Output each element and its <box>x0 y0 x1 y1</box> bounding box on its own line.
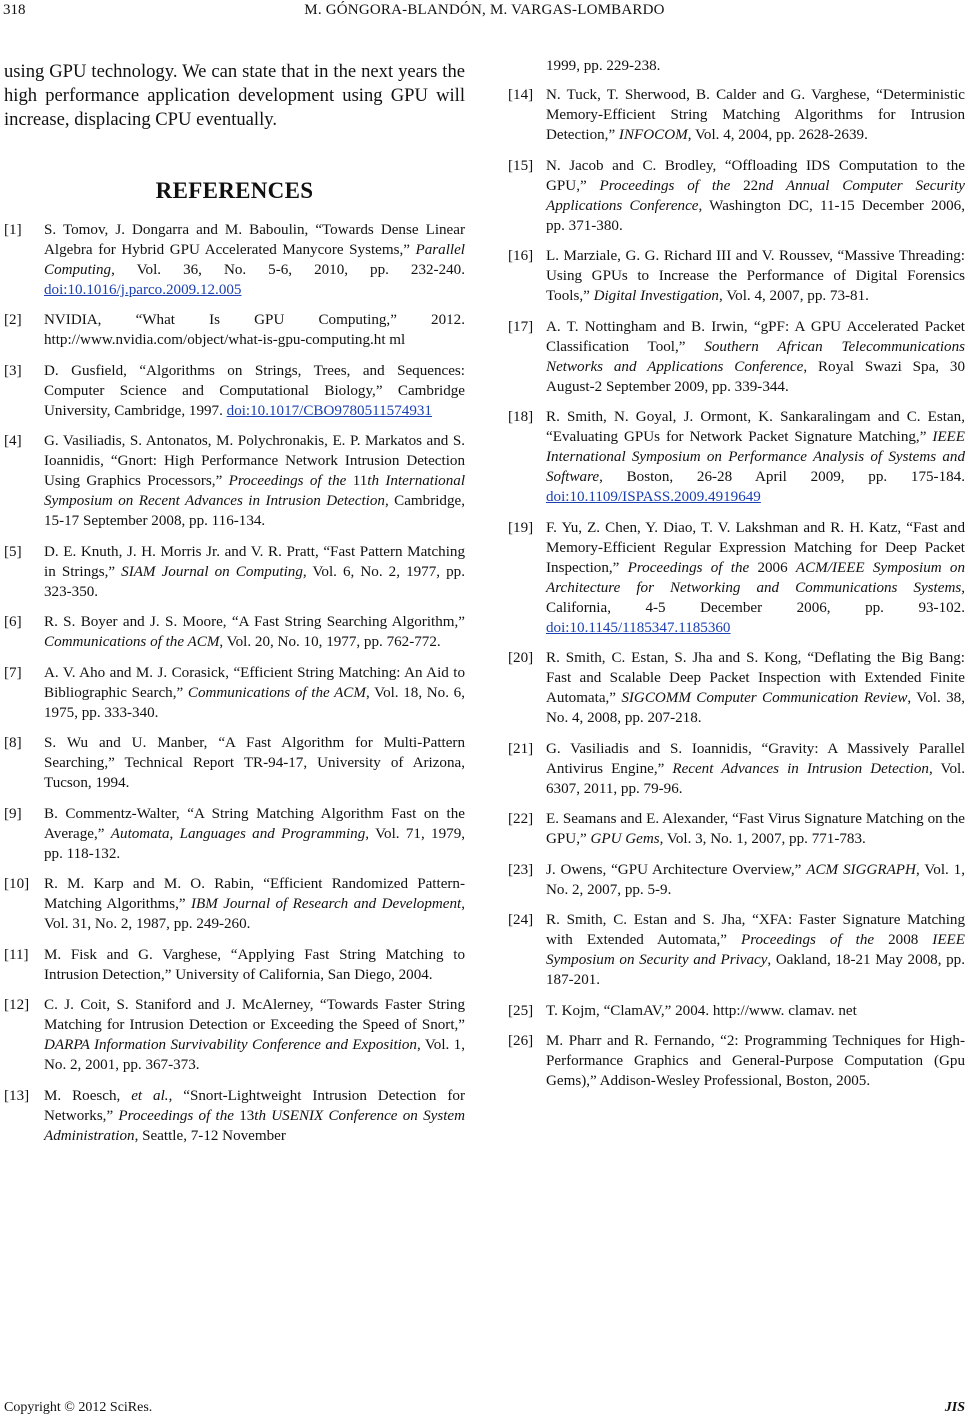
reference-text-segment: NVIDIA, “What Is GPU Computing,” 2012. http://www.nvidia.com/object/what-is-gpu-computing.ht ml <box>44 312 465 349</box>
reference-text-segment: , “Snort-Lightweight Intrusion Detection for Networks,” <box>44 1087 465 1124</box>
page-number: 318 <box>3 2 26 18</box>
doi-link[interactable]: doi:10.1016/j.parco.2009.12.005 <box>44 281 242 298</box>
reference-number: [7] <box>4 664 22 681</box>
reference-entry <box>4 220 465 300</box>
reference-entry <box>4 874 465 934</box>
reference-number: [12] <box>4 997 30 1014</box>
reference-text <box>546 1003 857 1019</box>
reference-text-segment: , Vol. 6, No. 2, 1977, pp. 323-350. <box>44 563 465 600</box>
reference-text <box>546 650 965 726</box>
reference-text-segment: , Vol. 1, No. 2, 2001, pp. 367-373. <box>44 1037 465 1074</box>
reference-text <box>546 319 965 395</box>
reference-italic-text: Parallel Computing <box>44 241 465 278</box>
reference-italic-text: IEEE International Symposium on Performance Analysis of Systems and Software <box>546 429 965 485</box>
reference-13-continuation: 1999, pp. 229-238. <box>546 58 661 74</box>
reference-entry <box>4 663 465 723</box>
reference-text <box>546 409 965 505</box>
reference-number: [26] <box>508 1033 534 1049</box>
reference-text-segment: C. J. Coit, S. Staniford and J. McAlerney, “Towards Faster String Matching for Intrusion Detection or Exceeding the Speed of Snort,” <box>44 997 465 1034</box>
reference-text-segment: R. M. Karp and M. O. Rabin, “Efficient Randomized Pattern-Matching Algorithms,” <box>44 876 465 913</box>
reference-italic-text: Proceedings of the <box>228 473 347 490</box>
reference-text-segment: , Boston, 26-28 April 2009, pp. 175-184. <box>599 469 965 485</box>
reference-text <box>44 363 465 419</box>
reference-text-segment: R. S. Boyer and J. S. Moore, “A Fast String Searching Algorithm,” <box>44 614 465 631</box>
reference-text-segment: M. Roesch, <box>44 1087 132 1104</box>
reference-number: [14] <box>508 87 534 103</box>
doi-link[interactable]: doi:10.1017/CBO9780511574931 <box>226 402 432 419</box>
reference-text <box>44 544 465 600</box>
reference-text-segment: R. Smith, N. Goyal, J. Ormont, K. Sankaralingam and C. Estan, “Evaluating GPUs for Network Packet Signature Matching,” <box>546 409 965 445</box>
reference-italic-text: Communications of the ACM <box>187 684 366 701</box>
reference-italic-text: Automata <box>110 825 170 842</box>
reference-entry <box>508 860 965 900</box>
reference-text <box>44 1088 465 1144</box>
reference-italic-text: ACM/IEEE Symposium on Architecture for Networking and Communications Systems <box>546 559 965 596</box>
reference-entry <box>508 246 965 306</box>
reference-list-left <box>4 220 465 1146</box>
doi-link[interactable]: doi:10.1109/ISPASS.2009.4919649 <box>546 489 761 505</box>
reference-text-segment: , Washington DC, 11-15 December 2006, pp. 371-380. <box>546 197 965 234</box>
reference-entry <box>508 910 965 990</box>
reference-number: [10] <box>4 876 30 893</box>
reference-text-segment: 22 <box>730 177 759 194</box>
reference-italic-text: Proceedings of the <box>118 1107 234 1124</box>
reference-text <box>44 876 465 932</box>
reference-number: [11] <box>4 946 29 963</box>
reference-list-right <box>508 85 965 1091</box>
reference-text <box>44 947 465 983</box>
journal-abbreviation: JIS <box>944 1400 965 1415</box>
reference-text-segment: , Vol. 18, No. 6, 1975, pp. 333-340. <box>44 684 465 721</box>
reference-italic-text: SIGCOMM Computer Communication Review <box>621 690 908 706</box>
reference-text-segment: G. Vasiliadis and S. Ioannidis, “Gravity: A Massively Parallel Antivirus Engine,” <box>546 740 965 777</box>
reference-number: [5] <box>4 543 22 560</box>
reference-italic-text: Proceedings of the <box>627 559 750 576</box>
reference-number: [3] <box>4 362 22 379</box>
reference-text-segment: , Vol. 3, No. 1, 2007, pp. 771-783. <box>659 831 866 847</box>
reference-entry <box>4 361 465 421</box>
reference-italic-text: th USENIX Conference on System Administration <box>44 1107 465 1144</box>
reference-italic-text: Proceedings of the <box>599 177 731 194</box>
reference-number: [2] <box>4 312 22 329</box>
reference-entry <box>4 542 465 602</box>
reference-text-segment: , Vol. 20, No. 10, 1977, pp. 762-772. <box>219 634 441 651</box>
reference-text-segment: 11 <box>346 473 368 490</box>
reference-text-segment: F. Yu, Z. Chen, Y. Diao, T. V. Lakshman and R. H. Katz, “Fast and Memory-Efficient Regular Expression Matching for Deep Packet Inspection,” <box>546 519 965 576</box>
reference-number: [8] <box>4 735 22 752</box>
reference-italic-text: Proceedings of the <box>741 932 875 948</box>
reference-text-segment: S. Wu and U. Manber, “A Fast Algorithm for Multi-Pattern Searching,” Technical Report TR-94-17, University of Arizona, Tucson, 1994. <box>44 735 465 792</box>
reference-number: [18] <box>508 409 534 425</box>
reference-entry <box>508 648 965 728</box>
reference-text-segment: N. Jacob and C. Brodley, “Offloading IDS Computation to the GPU,” <box>546 157 965 194</box>
references-heading: REFERENCES <box>155 177 314 203</box>
reference-entry <box>4 310 465 350</box>
reference-number: [16] <box>508 248 534 264</box>
reference-text-segment: M. Pharr and R. Fernando, “2: Programming Techniques for High-Performance Graphics and General-Purpose Computation (Gpu Gems),” Addison-Wesley Professional, Boston, 2005. <box>546 1033 965 1089</box>
doi-link[interactable]: doi:10.1145/1185347.1185360 <box>546 619 731 636</box>
reference-text-segment: E. Seamans and E. Alexander, “Fast Virus Signature Matching on the GPU,” <box>546 811 965 847</box>
reference-text <box>44 433 465 529</box>
reference-entry <box>4 804 465 864</box>
reference-number: [1] <box>4 221 22 238</box>
reference-number: [9] <box>4 805 22 822</box>
reference-text <box>44 614 465 650</box>
reference-entry <box>4 945 465 985</box>
reference-text-segment: J. Owens, “GPU Architecture Overview,” <box>546 861 807 878</box>
reference-text-segment: , Vol. 38, No. 4, 2008, pp. 207-218. <box>546 690 965 726</box>
reference-number: [17] <box>508 318 534 335</box>
reference-italic-text: Communications of the ACM <box>44 634 220 651</box>
reference-number: [23] <box>508 861 534 878</box>
reference-text-segment: N. Tuck, T. Sherwood, B. Calder and G. Varghese, “Deterministic Memory-Efficient String Matching Algorithms for Intrusion Detection,” <box>546 87 965 143</box>
reference-entry <box>4 733 465 793</box>
reference-text-segment: , Vol. 4, 2007, pp. 73-81. <box>718 288 869 304</box>
reference-entry <box>508 518 965 638</box>
reference-text <box>546 741 965 797</box>
reference-entry <box>508 809 965 849</box>
reference-text <box>546 912 965 988</box>
reference-text <box>546 248 965 304</box>
reference-number: [24] <box>508 912 534 928</box>
reference-entry <box>508 317 965 397</box>
reference-text-segment: S. Tomov, J. Dongarra and M. Baboulin, “Towards Dense Linear Algebra for Hybrid GPU Accelerated Manycore Systems,” <box>44 221 465 258</box>
reference-number: [22] <box>508 811 534 827</box>
reference-number: [6] <box>4 614 22 631</box>
running-title: M. GÓNGORA-BLANDÓN, M. VARGAS-LOMBARDO <box>304 2 665 18</box>
reference-text <box>44 806 465 862</box>
reference-number: [13] <box>4 1087 30 1104</box>
reference-entry <box>4 1086 465 1146</box>
reference-italic-text: th International Symposium on Recent Advances in Intrusion Detection <box>44 473 466 510</box>
reference-italic-text: Languages and Programming <box>179 825 366 842</box>
reference-entry <box>508 156 965 236</box>
reference-text <box>44 312 465 348</box>
reference-number: [20] <box>508 650 534 666</box>
reference-text-segment: , Royal Swazi Spa, 30 August-2 September 2009, pp. 339-344. <box>546 358 965 395</box>
reference-italic-text: IEEE Symposium on Security and Privacy <box>546 932 965 968</box>
reference-text-segment: 13 <box>233 1107 255 1124</box>
reference-text-segment: T. Kojm, “ClamAV,” 2004. http://www. clamav. net <box>546 1002 857 1019</box>
reference-number: [15] <box>508 157 534 174</box>
reference-italic-text: INFOCOM <box>618 127 688 143</box>
left-column <box>4 58 465 1156</box>
reference-text-segment: A. T. Nottingham and B. Irwin, “gPF: A GPU Accelerated Packet Classification Tool,” <box>546 318 965 355</box>
reference-text <box>546 520 965 636</box>
reference-text <box>44 735 465 791</box>
reference-text <box>44 222 465 298</box>
reference-number: [4] <box>4 433 22 450</box>
reference-text-segment: D. E. Knuth, J. H. Morris Jr. and V. R. Pratt, “Fast Pattern Matching in Strings,” <box>44 543 465 580</box>
copyright-notice: Copyright © 2012 SciRes. <box>4 1400 153 1415</box>
reference-italic-text: ACM SIGGRAPH <box>806 861 916 878</box>
reference-text-segment: , <box>169 825 180 842</box>
reference-text <box>44 665 465 721</box>
reference-entry <box>508 407 965 507</box>
reference-entry <box>4 431 465 531</box>
reference-italic-text: SIAM Journal on Computing <box>121 563 303 580</box>
page-footer <box>4 1394 965 1418</box>
intro-paragraph: using GPU technology. We can state that in the next years the high performance application development using GPU will increase, displacing CPU eventually. <box>4 61 465 131</box>
reference-italic-text: Digital Investigation <box>593 288 719 304</box>
reference-text-segment: , Vol. 6307, 2011, pp. 79-96. <box>546 760 965 797</box>
right-column <box>508 56 965 1102</box>
reference-italic-text: Recent Advances in Intrusion Detection <box>672 760 929 777</box>
reference-text <box>44 997 465 1073</box>
reference-italic-text: IBM Journal of Research and Development <box>191 896 462 913</box>
reference-text-segment: , Cambridge, 15-17 September 2008, pp. 116-134. <box>44 493 466 530</box>
reference-text-segment: M. Fisk and G. Varghese, “Applying Fast String Matching to Intrusion Detection,” University of California, San Diego, 2004. <box>44 946 465 983</box>
reference-entry <box>508 1031 965 1091</box>
reference-text-segment: , Vol. 71, 1979, pp. 118-132. <box>44 825 466 862</box>
reference-text-segment: D. Gusfield, “Algorithms on Strings, Trees, and Sequences: Computer Science and Computational Biology,” Cambridge University, Cambridge, 1997. <box>44 362 465 419</box>
reference-text <box>546 1033 965 1089</box>
reference-italic-text: Southern African Telecommunications Networks and Applications Conference <box>546 338 965 375</box>
reference-text-segment: , Vol. 31, No. 2, 1987, pp. 249-260. <box>44 896 466 933</box>
reference-text-segment: R. Smith, C. Estan, S. Jha and S. Kong, “Deflating the Big Bang: Fast and Scalable Deep Packet Inspection with Extended Finite Automata,” <box>546 650 965 706</box>
reference-text-segment: , California, 4-5 December 2006, pp. 93-102. <box>546 579 965 616</box>
reference-number: [25] <box>508 1002 534 1019</box>
reference-text-segment: R. Smith, C. Estan and S. Jha, “XFA: Faster Signature Matching with Extended Automata,” <box>546 912 965 948</box>
reference-text-segment: G. Vasiliadis, S. Antonatos, M. Polychronakis, E. P. Markatos and S. Ioannidis, “Gnort: High Performance Network Intrusion Detection Using Graphics Processors,” <box>44 433 465 490</box>
reference-text <box>546 862 965 898</box>
reference-text-segment: , Vol. 4, 2004, pp. 2628-2639. <box>687 127 868 143</box>
reference-entry <box>508 739 965 799</box>
reference-italic-text: GPU Gems <box>590 831 660 847</box>
reference-text-segment: L. Marziale, G. G. Richard III and V. Roussev, “Massive Threading: Using GPUs to Increase the Performance of Digital Forensics Tools,” <box>546 248 965 304</box>
reference-text-segment: , Seattle, 7-12 November <box>134 1127 286 1144</box>
reference-italic-text: et al. <box>131 1087 169 1104</box>
reference-entry <box>508 85 965 145</box>
reference-text-segment: 2006 <box>749 559 796 576</box>
reference-text <box>546 158 965 234</box>
reference-number: [19] <box>508 519 534 536</box>
reference-text-segment: , Vol. 36, No. 5-6, 2010, pp. 232-240. <box>111 261 465 278</box>
reference-text-segment: , Vol. 1, No. 2, 2007, pp. 5-9. <box>546 861 965 898</box>
reference-text-segment: B. Commentz-Walter, “A String Matching Algorithm Fast on the Average,” <box>44 805 465 842</box>
reference-entry <box>4 995 465 1075</box>
reference-text-segment: , Oakland, 18-21 May 2008, pp. 187-201. <box>546 952 965 988</box>
reference-number: [21] <box>508 740 534 757</box>
reference-text <box>546 811 965 847</box>
reference-entry <box>508 1001 965 1021</box>
reference-text-segment: A. V. Aho and M. J. Corasick, “Efficient String Matching: An Aid to Bibliographic Search,” <box>44 664 465 701</box>
reference-entry <box>4 612 465 652</box>
reference-text <box>546 87 965 143</box>
reference-text-segment: 2008 <box>874 932 933 948</box>
reference-italic-text: nd Annual Computer Security Applications Conference <box>546 177 965 214</box>
reference-italic-text: DARPA Information Survivability Conference and Exposition <box>44 1037 417 1054</box>
